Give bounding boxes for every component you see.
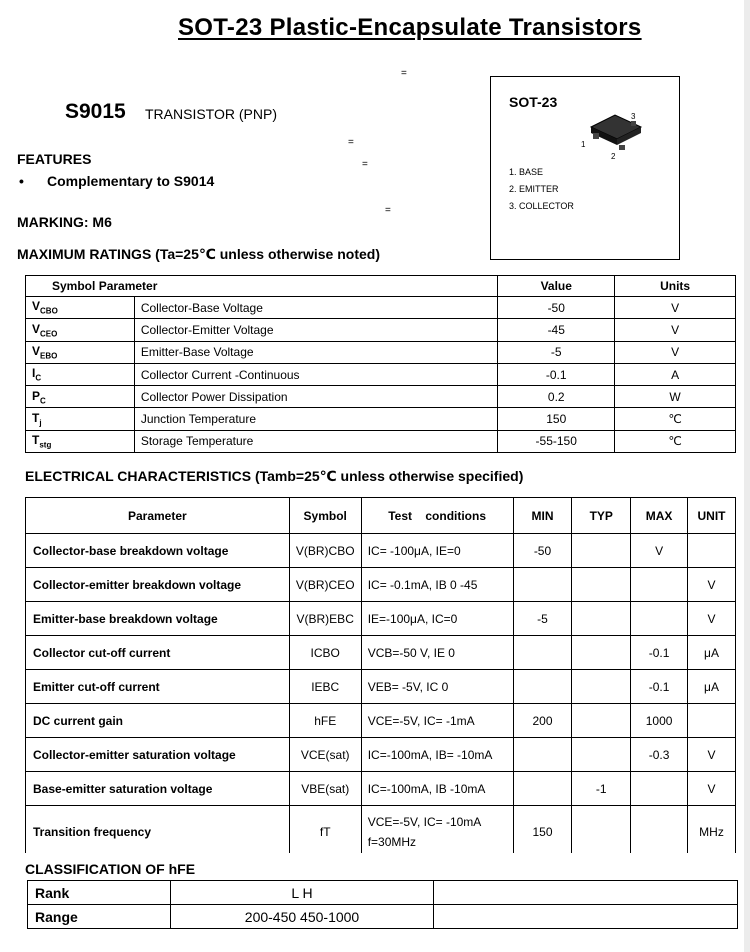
condition-cell: [361, 602, 513, 636]
table-row: [26, 430, 736, 452]
table-row: [26, 534, 736, 568]
condition-cell: [361, 806, 513, 858]
condition-cell: [361, 534, 513, 568]
symbol-main: T: [32, 410, 40, 425]
unit-cell: W: [615, 386, 736, 408]
unit-cell: V: [688, 772, 736, 806]
table-row: [26, 772, 736, 806]
condition-cell: [361, 670, 513, 704]
condition-text: VEB= -5V, IC 0: [367, 679, 449, 694]
table-row: [26, 341, 736, 363]
unit-cell: V: [688, 568, 736, 602]
rank-label: Rank: [28, 881, 171, 905]
column-header: Parameter: [98, 279, 158, 293]
unit-cell: V: [688, 602, 736, 636]
range-value: 200-450 450-1000: [171, 905, 434, 929]
column-header: MIN: [513, 498, 572, 534]
max-cell: [631, 602, 688, 636]
table-row: [26, 704, 736, 738]
scan-edge: [744, 0, 750, 952]
parameter-cell: Collector-Base Voltage: [134, 297, 498, 319]
min-cell: [513, 670, 572, 704]
parameter-cell: Collector-emitter breakdown voltage: [26, 568, 290, 602]
feature-item: Complementary to S9014: [47, 173, 215, 189]
column-header: [26, 276, 498, 297]
condition-text: IC=-100mA, IB -10mA: [367, 781, 486, 796]
table-row: [26, 408, 736, 430]
table-row: [26, 386, 736, 408]
value-cell: -50: [498, 297, 615, 319]
column-header: Symbol: [289, 498, 361, 534]
pin-item: 2. EMITTER: [509, 184, 559, 194]
unit-cell: MHz: [688, 806, 736, 858]
symbol-cell: [26, 297, 135, 319]
parameter-cell: Collector-Emitter Voltage: [134, 319, 498, 341]
max-cell: V: [631, 534, 688, 568]
range-label: Range: [28, 905, 171, 929]
unit-cell: V: [615, 319, 736, 341]
electrical-heading: ELECTRICAL CHARACTERISTICS (Tamb=25℃ unless otherwise specified): [25, 468, 524, 484]
value-cell: 150: [498, 408, 615, 430]
unit-cell: [688, 534, 736, 568]
classification-table: [27, 880, 738, 929]
symbol-cell: V(BR)CBO: [289, 534, 361, 568]
table-row: [26, 602, 736, 636]
symbol-cell: [26, 386, 135, 408]
parameter-cell: Base-emitter saturation voltage: [26, 772, 290, 806]
pin-item: 1. BASE: [509, 167, 544, 177]
table-row: [28, 881, 738, 905]
marking-text: MARKING: M6: [17, 214, 112, 230]
unit-cell: A: [615, 363, 736, 385]
symbol-cell: IEBC: [289, 670, 361, 704]
symbol-sub: CBO: [40, 306, 58, 316]
symbol-main: V: [32, 321, 41, 336]
symbol-cell: [26, 408, 135, 430]
column-header: Units: [615, 276, 736, 297]
min-cell: [513, 636, 572, 670]
min-cell: -50: [513, 534, 572, 568]
symbol-cell: [26, 319, 135, 341]
typ-cell: [572, 568, 631, 602]
min-cell: 200: [513, 704, 572, 738]
symbol-cell: hFE: [289, 704, 361, 738]
page-title: SOT-23 Plastic-Encapsulate Transistors: [178, 14, 642, 41]
parameter-cell: Collector cut-off current: [26, 636, 290, 670]
column-header: UNIT: [688, 498, 736, 534]
column-header: Parameter: [26, 498, 290, 534]
symbol-cell: [26, 430, 135, 452]
symbol-main: I: [32, 366, 36, 381]
min-cell: [513, 738, 572, 772]
symbol-sub: C: [35, 373, 42, 383]
table-row: [26, 636, 736, 670]
rank-extra: [434, 881, 738, 905]
sot23-package-icon: [579, 107, 659, 167]
symbol-main: P: [32, 388, 41, 403]
column-header: Symbol: [52, 279, 96, 293]
range-extra: [434, 905, 738, 929]
unit-cell: V: [615, 341, 736, 363]
max-cell: -0.3: [631, 738, 688, 772]
symbol-cell: fT: [289, 806, 361, 858]
part-number: S9015: [65, 100, 126, 123]
value-cell: -5: [498, 341, 615, 363]
parameter-cell: Collector-base breakdown voltage: [26, 534, 290, 568]
max-cell: [631, 772, 688, 806]
parameter-cell: Junction Temperature: [134, 408, 498, 430]
parameter-cell: Emitter-base breakdown voltage: [26, 602, 290, 636]
max-cell: [631, 806, 688, 858]
parameter-cell: Storage Temperature: [134, 430, 498, 452]
typ-cell: -1: [572, 772, 631, 806]
bullet-icon: •: [19, 173, 24, 189]
electrical-table: [25, 497, 736, 858]
unit-cell: μA: [688, 636, 736, 670]
parameter-cell: Collector Power Dissipation: [134, 386, 498, 408]
stray-mark: =: [385, 205, 391, 216]
parameter-cell: Transition frequency: [26, 806, 290, 858]
table-row: [26, 806, 736, 858]
condition-cell: [361, 636, 513, 670]
part-description: TRANSISTOR (PNP): [145, 106, 277, 122]
value-cell: -0.1: [498, 363, 615, 385]
value-cell: 0.2: [498, 386, 615, 408]
symbol-cell: VCE(sat): [289, 738, 361, 772]
unit-cell: μA: [688, 670, 736, 704]
classification-heading: CLASSIFICATION OF hFE: [25, 861, 196, 877]
parameter-cell: DC current gain: [26, 704, 290, 738]
symbol-main: T: [32, 433, 40, 448]
symbol-sub: j: [39, 418, 42, 428]
value-cell: -45: [498, 319, 615, 341]
table-clip: [0, 853, 750, 861]
parameter-cell: Collector-emitter saturation voltage: [26, 738, 290, 772]
unit-cell: V: [615, 297, 736, 319]
condition-cell: [361, 738, 513, 772]
symbol-cell: V(BR)EBC: [289, 602, 361, 636]
column-header: TYP: [572, 498, 631, 534]
column-header: Value: [498, 276, 615, 297]
condition-text: f=30MHz: [367, 834, 417, 849]
symbol-main: V: [32, 344, 41, 359]
symbol-sub: CEO: [40, 329, 58, 339]
table-header-row: [26, 498, 736, 534]
parameter-cell: Emitter cut-off current: [26, 670, 290, 704]
column-header: Test conditions: [361, 498, 513, 534]
condition-cell: [361, 704, 513, 738]
symbol-cell: VBE(sat): [289, 772, 361, 806]
max-cell: [631, 568, 688, 602]
condition-text: IC=-100mA, IB= -10mA: [367, 747, 493, 762]
min-cell: [513, 772, 572, 806]
value-cell: -55-150: [498, 430, 615, 452]
unit-cell: [688, 704, 736, 738]
symbol-cell: [26, 363, 135, 385]
table-row: [26, 738, 736, 772]
min-cell: 150: [513, 806, 572, 858]
table-row: [26, 297, 736, 319]
table-header-row: [26, 276, 736, 297]
table-row: [28, 905, 738, 929]
condition-text: IC= -100μA, IE=0: [367, 543, 461, 558]
pin-list: [509, 164, 574, 215]
table-row: [26, 568, 736, 602]
symbol-sub: stg: [39, 440, 52, 450]
stray-mark: =: [401, 68, 407, 79]
typ-cell: [572, 806, 631, 858]
condition-text: VCE=-5V, IC= -10mA: [367, 814, 482, 829]
pin-number: 2: [611, 152, 616, 161]
condition-text: IC= -0.1mA, IB 0 -45: [367, 577, 478, 592]
unit-cell: ℃: [615, 430, 736, 452]
max-cell: -0.1: [631, 670, 688, 704]
rank-value: L H: [171, 881, 434, 905]
min-cell: -5: [513, 602, 572, 636]
condition-text: VCE=-5V, IC= -1mA: [367, 713, 475, 728]
symbol-sub: EBO: [40, 351, 58, 361]
parameter-cell: Emitter-Base Voltage: [134, 341, 498, 363]
typ-cell: [572, 738, 631, 772]
pin-number: 1: [581, 140, 586, 149]
symbol-cell: [26, 341, 135, 363]
parameter-cell: Collector Current -Continuous: [134, 363, 498, 385]
max-cell: 1000: [631, 704, 688, 738]
table-row: [26, 363, 736, 385]
typ-cell: [572, 636, 631, 670]
max-ratings-heading: MAXIMUM RATINGS (Ta=25℃ unless otherwise noted): [17, 246, 380, 262]
condition-cell: [361, 772, 513, 806]
column-header: MAX: [631, 498, 688, 534]
package-box: [490, 76, 680, 260]
unit-cell: ℃: [615, 408, 736, 430]
stray-mark: =: [362, 159, 368, 170]
typ-cell: [572, 602, 631, 636]
pin-number: 3: [631, 112, 636, 121]
typ-cell: [572, 534, 631, 568]
unit-cell: V: [688, 738, 736, 772]
symbol-cell: ICBO: [289, 636, 361, 670]
max-ratings-table: [25, 275, 736, 453]
table-row: [26, 670, 736, 704]
condition-text: VCB=-50 V, IE 0: [367, 645, 455, 660]
condition-cell: [361, 568, 513, 602]
symbol-sub: C: [40, 396, 46, 406]
min-cell: [513, 568, 572, 602]
package-title: SOT-23: [509, 94, 558, 110]
pin-item: 3. COLLECTOR: [509, 201, 574, 211]
features-heading: FEATURES: [17, 151, 92, 167]
typ-cell: [572, 670, 631, 704]
symbol-cell: V(BR)CEO: [289, 568, 361, 602]
typ-cell: [572, 704, 631, 738]
symbol-main: V: [32, 299, 41, 314]
table-row: [26, 319, 736, 341]
condition-text: IE=-100μA, IC=0: [367, 611, 458, 626]
max-cell: -0.1: [631, 636, 688, 670]
stray-mark: =: [348, 137, 354, 148]
